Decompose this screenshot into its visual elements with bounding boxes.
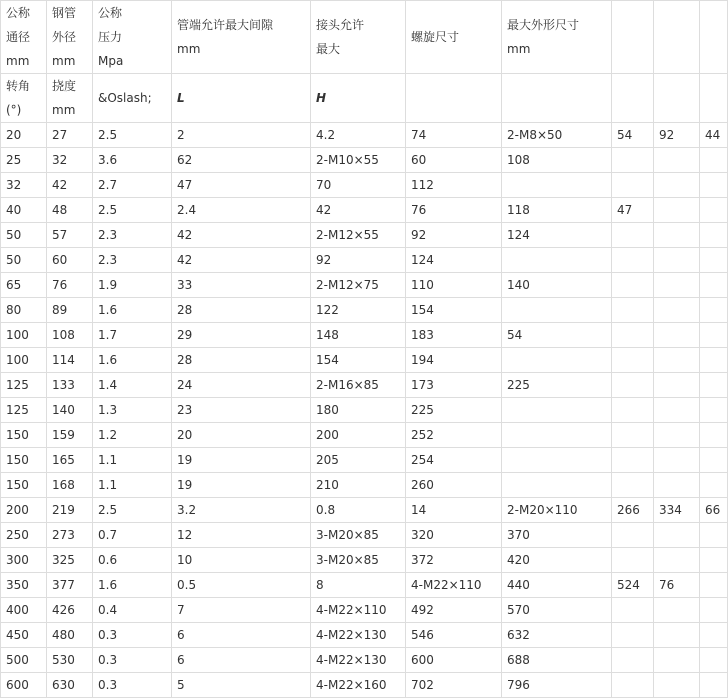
table-cell [700,198,728,223]
table-cell: 0.6 [93,548,172,573]
table-cell [654,448,700,473]
table-cell: 6 [172,623,311,648]
table-cell: 273 [47,523,93,548]
table-row [1,498,728,523]
table-cell: 4-M22×130 [311,623,406,648]
table-row [1,523,728,548]
table-cell: 148 [311,323,406,348]
table-cell [612,373,654,398]
table-cell: 66 [700,498,728,523]
table-cell: 54 [502,323,612,348]
table-cell: 150 [1,448,47,473]
table-cell: 150 [1,423,47,448]
table-cell [654,248,700,273]
table-cell: 92 [654,123,700,148]
table-cell [612,623,654,648]
table-cell: 0.7 [93,523,172,548]
table-cell [502,248,612,273]
table-cell [700,648,728,673]
table-cell [612,473,654,498]
table-cell: 2.3 [93,223,172,248]
table-row [1,273,728,298]
table-cell: 4-M22×110 [406,573,502,598]
table-cell: 14 [406,498,502,523]
table-cell: 630 [47,673,93,698]
table-cell: 1.6 [93,298,172,323]
table-cell: 89 [47,298,93,323]
table-row [1,148,728,173]
table-cell [612,173,654,198]
table-cell: 0.3 [93,648,172,673]
table-cell: 2-M16×85 [311,373,406,398]
table-row [1,198,728,223]
table-cell: 60 [406,148,502,173]
table-cell: 300 [1,548,47,573]
table-row [1,623,728,648]
table-cell [700,423,728,448]
table-cell: 74 [406,123,502,148]
table-cell: 100 [1,348,47,373]
table-cell: 42 [47,173,93,198]
table-cell: 426 [47,598,93,623]
table-cell: 183 [406,323,502,348]
table-cell: 47 [612,198,654,223]
table-cell: 3-M20×85 [311,523,406,548]
subheader-l: L [172,74,311,123]
table-cell: 80 [1,298,47,323]
table-cell: 3-M20×85 [311,548,406,573]
table-cell: 1.1 [93,448,172,473]
table-cell: 8 [311,573,406,598]
table-row [1,673,728,698]
table-cell: 225 [406,398,502,423]
table-row [1,298,728,323]
header-empty-cell [654,1,700,74]
table-cell: 57 [47,223,93,248]
table-cell: 5 [172,673,311,698]
table-cell: 500 [1,648,47,673]
table-cell [700,323,728,348]
table-cell: 0.8 [311,498,406,523]
subheader-h: H [311,74,406,123]
table-cell: 1.6 [93,573,172,598]
table-cell: 210 [311,473,406,498]
table-cell: 2.5 [93,498,172,523]
subheader-row [1,74,728,123]
table-cell: 2.4 [172,198,311,223]
table-row [1,323,728,348]
table-row [1,348,728,373]
table-cell [700,623,728,648]
header-row [1,1,728,74]
subheader-empty-cell [502,74,612,123]
table-cell: 1.4 [93,373,172,398]
table-cell: 65 [1,273,47,298]
table-cell: 1.7 [93,323,172,348]
table-cell: 334 [654,498,700,523]
table-row [1,248,728,273]
table-cell [612,448,654,473]
table-cell [502,173,612,198]
table-cell: 165 [47,448,93,473]
table-cell [502,348,612,373]
subheader-diameter-symbol: &Oslash; [93,74,172,123]
table-cell: 377 [47,573,93,598]
table-cell: 4-M22×130 [311,648,406,673]
table-cell: 32 [47,148,93,173]
table-cell: 29 [172,323,311,348]
table-cell: 200 [1,498,47,523]
table-cell: 254 [406,448,502,473]
subheader-empty-cell [612,74,654,123]
table-cell: 320 [406,523,502,548]
table-cell: 76 [654,573,700,598]
table-cell: 1.3 [93,398,172,423]
table-cell: 570 [502,598,612,623]
subheader-deflection: 挠度 mm [47,74,93,123]
header-nominal-pressure: 公称 压力 Mpa [93,1,172,74]
table-cell: 632 [502,623,612,648]
table-cell: 28 [172,348,311,373]
table-cell: 350 [1,573,47,598]
header-max-gap: 管端允许最大间隙 mm [172,1,311,74]
table-cell: 10 [172,548,311,573]
table-cell: 325 [47,548,93,573]
table-cell [654,473,700,498]
header-empty-cell [700,1,728,74]
table-cell [502,473,612,498]
table-cell: 2 [172,123,311,148]
table-cell [700,448,728,473]
table-cell: 32 [1,173,47,198]
table-cell: 3.2 [172,498,311,523]
table-cell: 20 [1,123,47,148]
table-cell [654,598,700,623]
table-cell: 0.3 [93,673,172,698]
table-cell: 60 [47,248,93,273]
table-cell [654,648,700,673]
table-cell: 372 [406,548,502,573]
table-cell: 133 [47,373,93,398]
table-cell [700,373,728,398]
table-cell [654,198,700,223]
table-row [1,173,728,198]
table-cell [700,398,728,423]
subheader-empty-cell [700,74,728,123]
table-cell: 92 [311,248,406,273]
table-cell: 47 [172,173,311,198]
table-cell: 40 [1,198,47,223]
table-cell: 0.3 [93,623,172,648]
table-cell: 205 [311,448,406,473]
table-cell: 42 [172,248,311,273]
table-cell [654,673,700,698]
table-cell [654,423,700,448]
table-cell [612,323,654,348]
table-cell: 6 [172,648,311,673]
table-cell: 124 [502,223,612,248]
table-cell: 100 [1,323,47,348]
table-cell: 42 [311,198,406,223]
table-cell: 62 [172,148,311,173]
table-cell: 2-M20×110 [502,498,612,523]
table-cell: 7 [172,598,311,623]
table-cell: 112 [406,173,502,198]
table-cell [654,298,700,323]
table-cell: 124 [406,248,502,273]
table-cell: 54 [612,123,654,148]
table-row [1,648,728,673]
table-cell: 420 [502,548,612,573]
table-cell: 12 [172,523,311,548]
table-cell: 370 [502,523,612,548]
table-cell [612,148,654,173]
table-cell: 4-M22×160 [311,673,406,698]
table-cell: 492 [406,598,502,623]
table-cell: 48 [47,198,93,223]
table-cell: 150 [1,473,47,498]
header-joint-max: 接头允许 最大 [311,1,406,74]
table-cell: 180 [311,398,406,423]
table-cell [700,148,728,173]
table-cell: 702 [406,673,502,698]
table-cell: 154 [406,298,502,323]
table-cell: 688 [502,648,612,673]
table-cell [700,223,728,248]
table-cell: 1.9 [93,273,172,298]
table-cell [700,573,728,598]
table-cell: 225 [502,373,612,398]
table-cell: 70 [311,173,406,198]
table-cell [700,298,728,323]
table-cell: 600 [406,648,502,673]
table-cell [612,523,654,548]
table-cell: 0.4 [93,598,172,623]
table-row [1,448,728,473]
table-cell [612,648,654,673]
header-bolt-size: 螺旋尺寸 [406,1,502,74]
table-cell: 92 [406,223,502,248]
table-cell: 260 [406,473,502,498]
table-cell: 140 [502,273,612,298]
table-cell [654,348,700,373]
subheader-empty-cell [406,74,502,123]
table-cell: 1.6 [93,348,172,373]
table-cell: 25 [1,148,47,173]
table-row [1,598,728,623]
table-cell: 266 [612,498,654,523]
table-cell: 1.2 [93,423,172,448]
table-cell: 200 [311,423,406,448]
table-cell: 42 [172,223,311,248]
header-pipe-od: 钢管 外径 mm [47,1,93,74]
table-cell: 2-M8×50 [502,123,612,148]
table-row [1,123,728,148]
table-cell: 524 [612,573,654,598]
table-cell: 4-M22×110 [311,598,406,623]
table-cell: 125 [1,398,47,423]
table-cell: 2.3 [93,248,172,273]
table-cell [612,598,654,623]
table-cell [612,348,654,373]
table-cell: 796 [502,673,612,698]
table-cell: 23 [172,398,311,423]
table-cell: 440 [502,573,612,598]
table-cell: 28 [172,298,311,323]
table-row [1,573,728,598]
table-cell: 2-M10×55 [311,148,406,173]
table-cell [654,373,700,398]
table-cell: 33 [172,273,311,298]
table-cell: 20 [172,423,311,448]
table-cell [654,323,700,348]
table-cell [654,148,700,173]
table-cell [654,398,700,423]
header-nominal-diameter: 公称 通径 mm [1,1,47,74]
table-cell: 600 [1,673,47,698]
table-cell: 2.5 [93,198,172,223]
table-row [1,473,728,498]
table-cell [700,473,728,498]
table-cell: 219 [47,498,93,523]
table-row [1,373,728,398]
table-cell [700,348,728,373]
table-cell [612,273,654,298]
table-cell [502,398,612,423]
table-cell: 118 [502,198,612,223]
table-cell [502,448,612,473]
table-cell [502,423,612,448]
table-cell [612,223,654,248]
table-row [1,398,728,423]
table-cell: 108 [502,148,612,173]
table-cell: 110 [406,273,502,298]
table-cell: 154 [311,348,406,373]
table-cell: 44 [700,123,728,148]
table-cell: 546 [406,623,502,648]
table-cell [700,273,728,298]
table-cell: 4.2 [311,123,406,148]
table-cell: 122 [311,298,406,323]
table-cell: 194 [406,348,502,373]
table-cell [612,548,654,573]
table-cell: 530 [47,648,93,673]
table-cell: 50 [1,248,47,273]
table-cell: 252 [406,423,502,448]
table-cell [700,248,728,273]
table-row [1,223,728,248]
table-cell: 114 [47,348,93,373]
table-cell: 400 [1,598,47,623]
table-cell: 19 [172,448,311,473]
table-cell: 480 [47,623,93,648]
table-cell [654,623,700,648]
table-cell: 140 [47,398,93,423]
subheader-angle: 转角 (°) [1,74,47,123]
table-cell: 76 [406,198,502,223]
table-cell [654,273,700,298]
table-cell: 250 [1,523,47,548]
table-cell [502,298,612,323]
table-cell: 108 [47,323,93,348]
table-row [1,423,728,448]
table-cell: 19 [172,473,311,498]
table-cell: 0.5 [172,573,311,598]
table-cell [700,548,728,573]
table-cell: 76 [47,273,93,298]
header-empty-cell [612,1,654,74]
table-row [1,548,728,573]
table-cell [700,673,728,698]
table-cell: 159 [47,423,93,448]
table-cell [654,548,700,573]
table-cell [654,523,700,548]
table-cell [612,673,654,698]
table-cell [612,298,654,323]
table-cell: 1.1 [93,473,172,498]
table-cell: 24 [172,373,311,398]
table-cell: 2.7 [93,173,172,198]
table-cell: 2-M12×75 [311,273,406,298]
table-cell: 27 [47,123,93,148]
table-cell [700,598,728,623]
table-cell [612,248,654,273]
table-cell: 2-M12×55 [311,223,406,248]
table-cell: 2.5 [93,123,172,148]
subheader-empty-cell [654,74,700,123]
table-cell: 125 [1,373,47,398]
table-cell [612,398,654,423]
table-cell [700,173,728,198]
table-cell: 50 [1,223,47,248]
table-cell: 173 [406,373,502,398]
table-cell [612,423,654,448]
table-cell: 168 [47,473,93,498]
table-cell [654,173,700,198]
table-cell [654,223,700,248]
table-cell: 450 [1,623,47,648]
header-max-dimensions: 最大外形尺寸 mm [502,1,612,74]
table-cell [700,523,728,548]
table-cell: 3.6 [93,148,172,173]
